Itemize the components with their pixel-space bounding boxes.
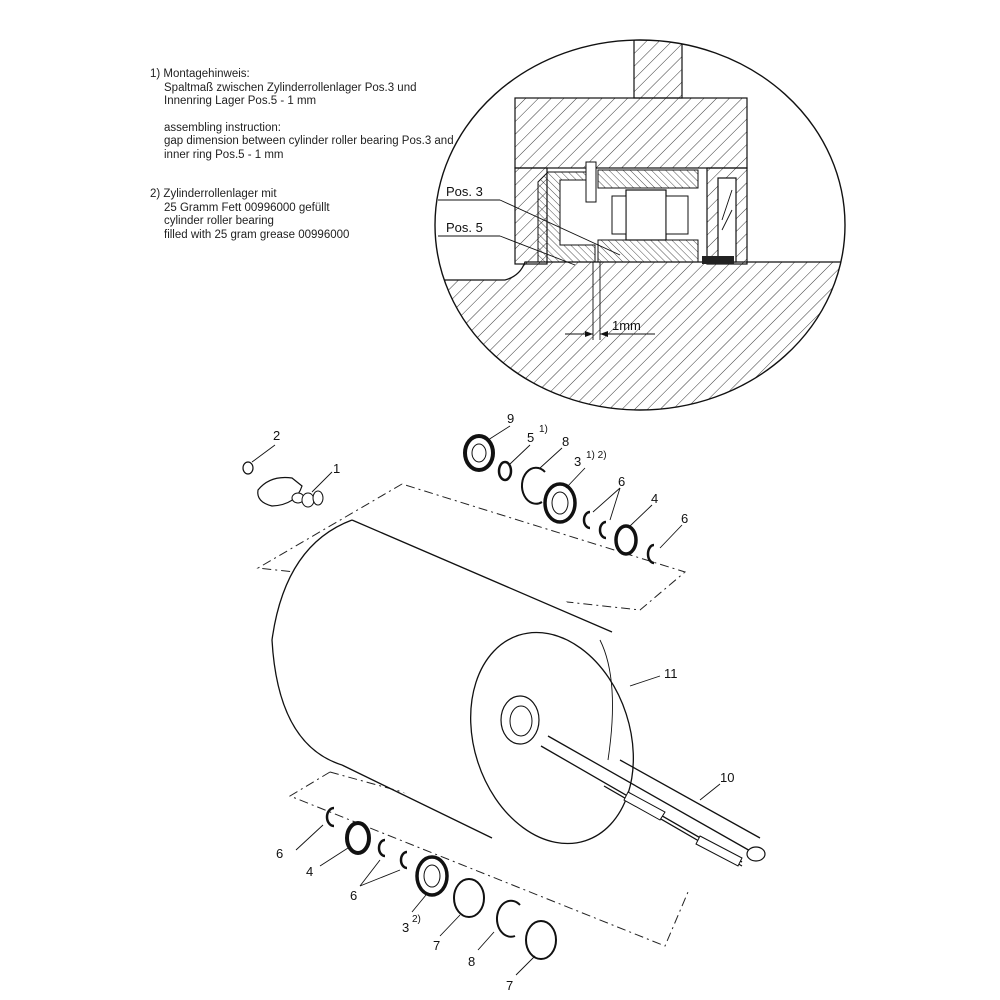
- callout-4-top: 4: [651, 491, 659, 506]
- roller-element: [626, 190, 666, 240]
- callout-9: 9: [507, 411, 515, 426]
- part-7-ring-b: [526, 921, 556, 959]
- callout-7-bottom-b: 7: [506, 978, 514, 993]
- note1-de-line2: Innenring Lager Pos.5 - 1 mm: [164, 95, 317, 107]
- part-7-ring-a: [454, 879, 484, 917]
- part-1-sensor: [258, 478, 323, 508]
- note1-en-line3: inner ring Pos.5 - 1 mm: [164, 148, 284, 161]
- note1-de-line1: Spaltmaß zwischen Zylinderrollenlager Pos.3 und: [164, 81, 417, 94]
- shaft-section: [420, 262, 860, 420]
- part-8-circlip: [522, 468, 545, 504]
- part-2-plug: [243, 462, 253, 474]
- note1-heading: 1) Montagehinweis:: [150, 68, 250, 80]
- part-6-ring-d: [327, 808, 334, 826]
- note2-line3: filled with 25 gram grease 00996000: [164, 228, 350, 241]
- callout-3-note: 1) 2): [586, 450, 607, 461]
- bearing-detail-view: [420, 40, 860, 420]
- callout-6-top-single: 6: [681, 511, 689, 526]
- callout-7-bottom-a: 7: [433, 938, 441, 953]
- callout-5-top: 5: [527, 430, 535, 445]
- top-post: [634, 40, 682, 98]
- part-6-ring-a: [584, 512, 590, 528]
- callout-8-bottom: 8: [468, 954, 476, 969]
- callout-6-bottom-single: 6: [276, 846, 284, 861]
- callout-3-top: 3: [574, 454, 582, 469]
- part-4-washer: [616, 526, 636, 554]
- callout-6-top-pair: 6: [618, 474, 626, 489]
- part-6-ring-e: [379, 840, 385, 856]
- callout-4-bottom: 4: [306, 864, 314, 879]
- callout-3-bottom: 3: [402, 920, 410, 935]
- part-6-ring-f: [401, 852, 407, 868]
- pos5-label: Pos. 5: [446, 220, 483, 235]
- callout-11: 11: [664, 666, 678, 681]
- note1-en-line2: gap dimension between cylinder roller bearing Pos.3 and: [164, 135, 454, 147]
- gap-dimension-label: 1mm: [612, 318, 641, 333]
- callout-3-bottom-note: 2): [412, 914, 421, 925]
- pos3-label: Pos. 3: [446, 184, 483, 199]
- note2-line2: cylinder roller bearing: [164, 215, 274, 227]
- note1-en-line1: assembling instruction:: [164, 121, 281, 134]
- part-4-washer-bottom: [347, 823, 369, 853]
- callout-8-top: 8: [562, 434, 570, 449]
- note2-line1: 25 Gramm Fett 00996000 gefüllt: [164, 201, 330, 214]
- note2-heading: 2) Zylinderrollenlager mit: [150, 188, 277, 200]
- callout-6-bottom-pair: 6: [350, 888, 358, 903]
- part-5-inner-ring: [499, 462, 511, 480]
- callout-5-note: 1): [539, 424, 548, 435]
- callout-2: 2: [273, 428, 281, 443]
- callout-10: 10: [720, 770, 735, 785]
- part-6-ring-c: [648, 545, 654, 563]
- part-8-circlip-bottom: [497, 901, 520, 937]
- part-6-ring-b: [600, 522, 606, 538]
- callout-1: 1: [333, 461, 341, 476]
- lower-bearing-stack: [327, 808, 556, 959]
- housing-section: [515, 98, 747, 168]
